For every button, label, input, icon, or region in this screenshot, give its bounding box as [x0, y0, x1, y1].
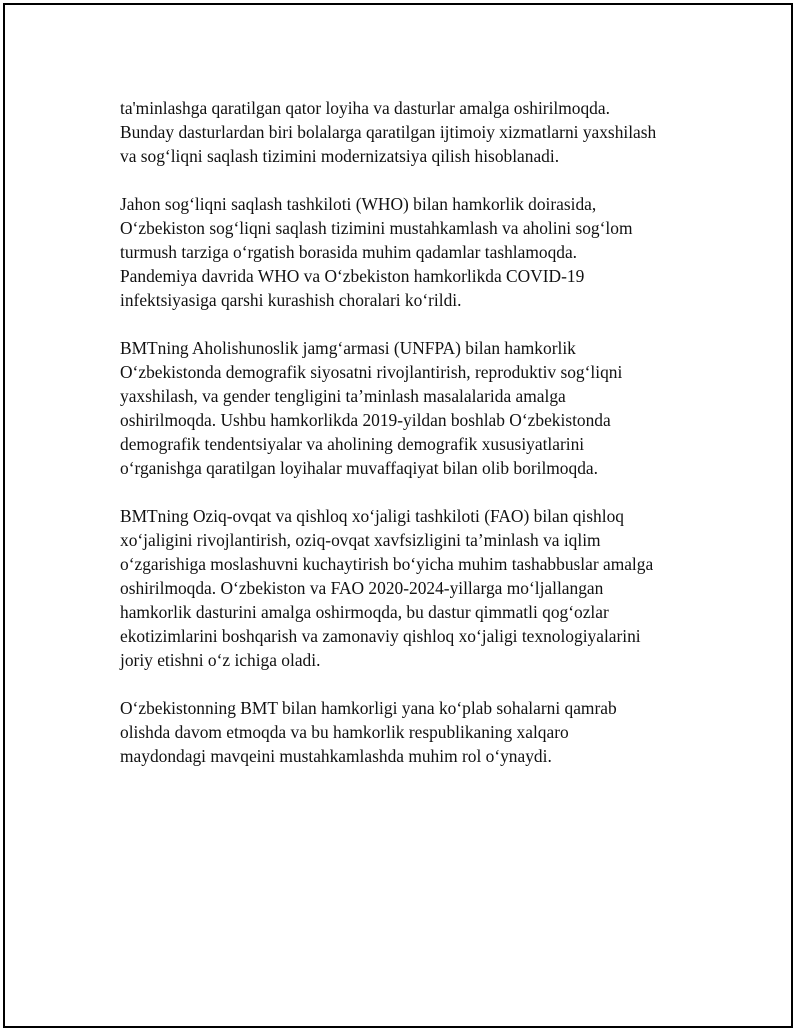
text-line: va sog‘liqni saqlash tizimini modernizatsiya qilish hisoblanadi. — [120, 146, 560, 166]
text-line: o‘zgarishiga moslashuvni kuchaytirish bo‘yicha muhim tashabbuslar amalga — [120, 554, 654, 574]
text-line: xo‘jaligini rivojlantirish, oziq-ovqat xavfsizligini ta’minlash va iqlim — [120, 530, 601, 550]
text-line: oshirilmoqda. O‘zbekiston va FAO 2020-2024-yillarga mo‘ljallangan — [120, 578, 604, 598]
text-line: BMTning Aholishunoslik jamg‘armasi (UNFPA) bilan hamkorlik — [120, 338, 576, 358]
paragraph-unfpa — [120, 336, 720, 480]
text-line: Pandemiya davrida WHO va O‘zbekiston hamkorlikda COVID-19 — [120, 266, 585, 286]
text-line: infektsiyasiga qarshi kurashish choralari ko‘rildi. — [120, 290, 462, 310]
page-frame — [3, 3, 793, 1028]
text-line: maydondagi mavqeini mustahkamlashda muhim rol o‘ynaydi. — [120, 746, 552, 766]
text-line: Bunday dasturlardan biri bolalarga qaratilgan ijtimoiy xizmatlarni yaxshilash — [120, 122, 657, 142]
paragraph-fao — [120, 504, 720, 672]
text-line: BMTning Oziq-ovqat va qishloq xo‘jaligi tashkiloti (FAO) bilan qishloq — [120, 506, 624, 526]
text-line: O‘zbekistonning BMT bilan hamkorligi yana ko‘plab sohalarni qamrab — [120, 698, 617, 718]
text-line: ta'minlashga qaratilgan qator loyiha va dasturlar amalga oshirilmoqda. — [120, 98, 610, 118]
text-line: ekotizimlarini boshqarish va zamonaviy qishloq xo‘jaligi texnologiyalarini — [120, 626, 641, 646]
text-line: O‘zbekiston sog‘liqni saqlash tizimini mustahkamlash va aholini sog‘lom — [120, 218, 633, 238]
text-line: demografik tendentsiyalar va aholining demografik xususiyatlarini — [120, 434, 585, 454]
text-line: joriy etishni o‘z ichiga oladi. — [120, 650, 321, 670]
text-line: o‘rganishga qaratilgan loyihalar muvaffaqiyat bilan olib borilmoqda. — [120, 458, 598, 478]
text-line: oshirilmoqda. Ushbu hamkorlikda 2019-yildan boshlab O‘zbekistonda — [120, 410, 611, 430]
text-line: hamkorlik dasturini amalga oshirmoqda, bu dastur qimmatli qog‘ozlar — [120, 602, 609, 622]
paragraph-social-services — [120, 96, 720, 168]
text-line: Jahon sog‘liqni saqlash tashkiloti (WHO) bilan hamkorlik doirasida, — [120, 194, 597, 214]
page-content — [120, 96, 720, 792]
text-line: olishda davom etmoqda va bu hamkorlik respublikaning xalqaro — [120, 722, 569, 742]
text-line: yaxshilash, va gender tengligini ta’minlash masalalarida amalga — [120, 386, 566, 406]
text-line: O‘zbekistonda demografik siyosatni rivojlantirish, reproduktiv sog‘liqni — [120, 362, 623, 382]
text-line: turmush tarziga o‘rgatish borasida muhim qadamlar tashlamoqda. — [120, 242, 578, 262]
paragraph-who — [120, 192, 720, 312]
paragraph-conclusion — [120, 696, 720, 768]
